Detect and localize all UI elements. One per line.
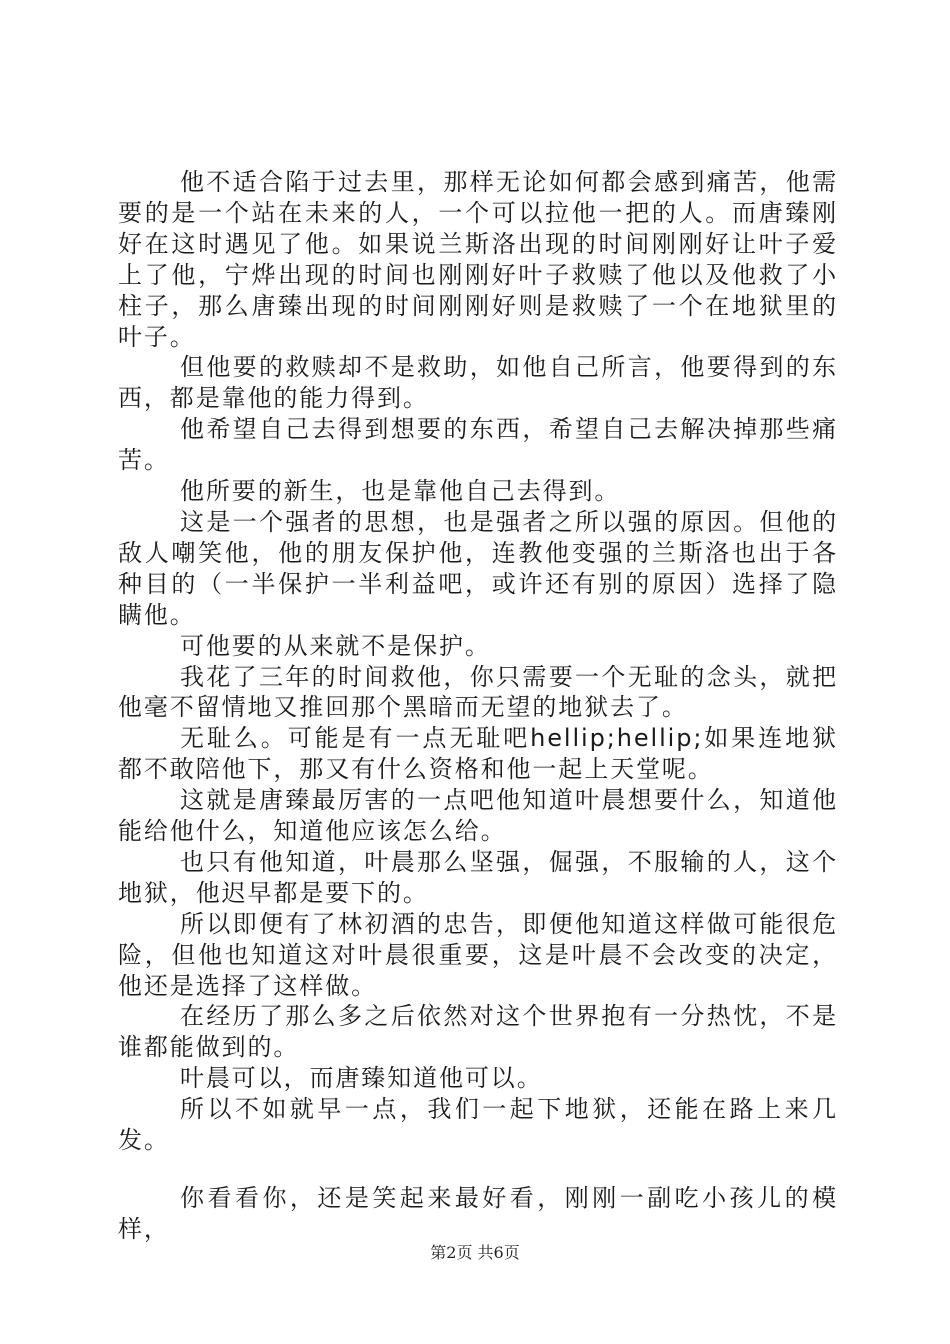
paragraph: 叶晨可以，而唐臻知道他可以。: [180, 1064, 543, 1093]
paragraph: 所以即便有了林初酒的忠告，即便他知道这样做可能很危险，但他也知道这对叶晨很重要，这是叶晨不会改变的决定，他还是选择了这样做。: [118, 909, 838, 1000]
paragraph: 我花了三年的时间救他，你只需要一个无耻的念头，就把他毫不留情地又推回那个黑暗而无望的地狱去了。: [118, 662, 838, 722]
paragraph: 你看看你，还是笑起来最好看，刚刚一副吃小孩儿的模样，: [118, 1184, 838, 1243]
paragraph: 他希望自己去得到想要的东西，希望自己去解决掉那些痛苦。: [118, 415, 838, 475]
paragraph: 也只有他知道，叶晨那么坚强，倔强，不服输的人，这个地狱，他迟早都是要下的。: [118, 847, 838, 907]
paragraph: 可他要的从来就不是保护。: [180, 631, 491, 660]
paragraph: 他所要的新生，也是靠他自己去得到。: [180, 477, 621, 506]
paragraph: 无耻么。可能是有一点无耻吧hellip;hellip;如果连地狱都不敢陪他下，那又有什么资格和他一起上天堂呢。: [118, 724, 838, 784]
paragraph: 这就是唐臻最厉害的一点吧他知道叶晨想要什么，知道他能给他什么，知道他应该怎么给。: [118, 786, 838, 846]
paragraph: 这是一个强者的思想，也是强者之所以强的原因。但他的敌人嘲笑他，他的朋友保护他，连教他变强的兰斯洛也出于各种目的（一半保护一半利益吧，或许还有别的原因）选择了隐瞒他。: [118, 507, 838, 629]
page-number-footer: 第2页 共6页: [430, 1243, 520, 1262]
paragraph: 但他要的救赎却不是救助，如他自己所言，他要得到的东西，都是靠他的能力得到。: [118, 353, 838, 413]
document-body: [118, 167, 838, 1245]
paragraph: 他不适合陷于过去里，那样无论如何都会感到痛苦，他需要的是一个站在未来的人，一个可以拉他一把的人。而唐臻刚好在这时遇见了他。如果说兰斯洛出现的时间刚刚好让叶子爱上了他，宁烨出现的时间也刚刚好叶子救赎了他以及他救了小柱子，那么唐臻出现的时间刚刚好则是救赎了一个在地狱里的叶子。: [118, 168, 838, 351]
paragraph: 所以不如就早一点，我们一起下地狱，还能在路上来几发。: [118, 1095, 838, 1155]
paragraph: 在经历了那么多之后依然对这个世界抱有一分热忱，不是谁都能做到的。: [118, 1002, 838, 1062]
